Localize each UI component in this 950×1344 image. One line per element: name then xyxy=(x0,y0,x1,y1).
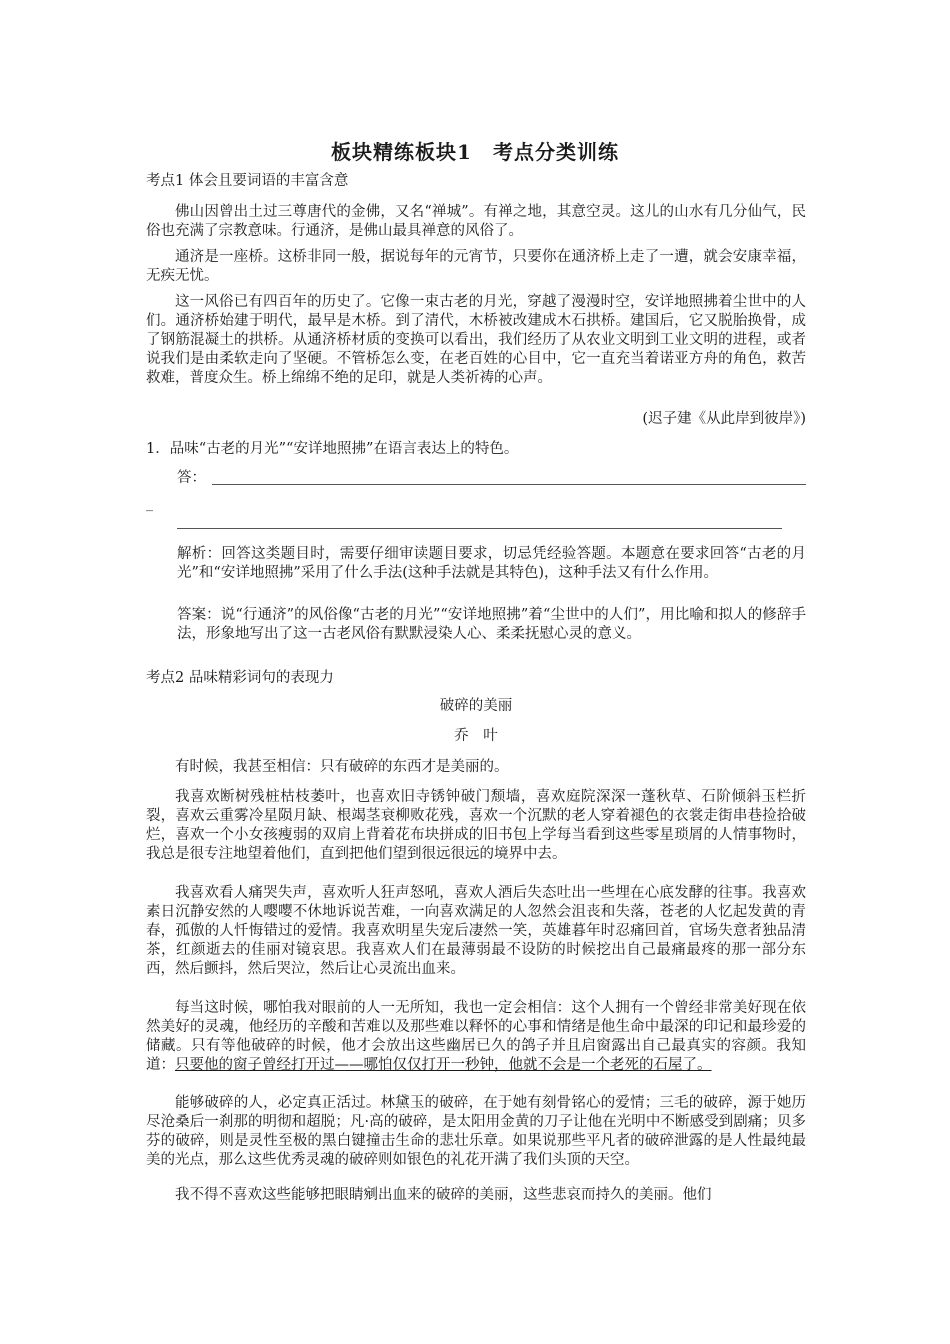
essay-paragraph: 我不得不喜欢这些能够把眼睛剜出血来的破碎的美丽，这些悲哀而持久的美丽。他们 xyxy=(175,1187,712,1203)
section2-heading: 考点2 品味精彩词句的表现力 xyxy=(146,670,334,686)
essay-paragraph: 能够破碎的人，必定真正活过。林黛玉的破碎，在于她有刻骨铭心的爱情；三毛的破碎，源于她历尽沧桑后一刹那的明彻和超脱；凡·高的破碎，是太阳用金黄的刀子让他在光明中不断感受到剧痛；贝多芬的破碎，则是灵性至极的黑白键撞击生命的悲壮乐章。如果说那些平凡者的破碎泄露的是人性最纯最美的光点，那么这些优秀灵魂的破碎则如银色的礼花开满了我们头顶的天空。 xyxy=(146,1095,806,1168)
answer-dash: _ xyxy=(146,496,153,512)
essay-paragraph: 我喜欢断树残桩枯枝萎叶，也喜欢旧寺锈钟破门颓墙，喜欢庭院深深一蓬秋草、石阶倾斜玉栏折裂，喜欢云重雾冷星陨月缺、根竭茎衰柳败花残，喜欢一个沉默的老人穿着褪色的衣裳走街串巷捡拾破烂，喜欢一个小女孩瘦弱的双肩上背着花布块拼成的旧书包上学每当看到这些零星琐屑的人情事物时，我总是很专注地望着他们，直到把他们望到很远很远的境界中去。 xyxy=(146,789,806,862)
answer-line[interactable] xyxy=(177,528,782,529)
paragraph-text: 每当这时候，哪怕我对眼前的人一无所知，我也一定会相信：这个人拥有一个曾经非常美好现在依然美好的灵魂，他经历的辛酸和苦难以及那些难以释怀的心事和情绪是他生命中最深的印记和最珍爱的储藏。只有等他破碎的时候，他才会放出这些幽居已久的鸽子并且启窗露出自己最真实的容颜。我知道： xyxy=(146,1000,806,1073)
section1-heading: 考点1 体会且要词语的丰富含意 xyxy=(146,173,349,189)
analysis-text: 解析：回答这类题目时，需要仔细审读题目要求，切忌凭经验答题。本题意在要求回答“古老的月光”和“安详地照拂”采用了什么手法(这种手法就是其特色)，这种手法又有什么作用。 xyxy=(177,546,806,581)
essay-author: 乔 叶 xyxy=(454,728,498,744)
question-1: 1．品味“古老的月光”“安详地照拂”在语言表达上的特色。 xyxy=(146,441,519,457)
passage1-paragraph: 通济是一座桥。这桥非同一般，据说每年的元宵节，只要你在通济桥上走了一遭，就会安康幸福，无疾无忧。 xyxy=(146,249,806,284)
essay-paragraph: 我喜欢看人痛哭失声，喜欢听人狂声怒吼，喜欢人酒后失态吐出一些埋在心底发酵的往事。我喜欢素日沉静安然的人嘤嘤不休地诉说苦难，一向喜欢满足的人忽然会沮丧和失落，苍老的人忆起发黄的青春，孤傲的人忏悔错过的爱情。我喜欢明星失宠后凄然一笑，英雄暮年时忍痛回首，官场失意者独品清茶，红颜逝去的佳丽对镜哀思。我喜欢人们在最薄弱最不设防的时候挖出自己最痛最疼的那一部分东西，然后颤抖，然后哭泣，然后让心灵流出血来。 xyxy=(146,885,806,977)
passage1-source: (迟子建《从此岸到彼岸》) xyxy=(642,411,806,427)
underlined-sentence: 只要他的窗子曾经打开过——哪怕仅仅打开一秒钟，他就不会是一个老死的石屋了。 xyxy=(175,1057,712,1073)
passage1-paragraph: 这一风俗已有四百年的历史了。它像一束古老的月光，穿越了漫漫时空，安详地照拂着尘世中的人们。通济桥始建于明代，最早是木桥。到了清代，木桥被改建成木石拱桥。建国后，它又脱胎换骨，成了钢筋混凝土的拱桥。从通济桥材质的变换可以看出，我们经历了从农业文明到工业文明的进程，或者说我们是由柔软走向了坚硬。不管桥怎么变，在老百姓的心目中，它一直充当着诺亚方舟的角色，救苦救难，普度众生。桥上绵绵不绝的足印，就是人类祈祷的心声。 xyxy=(146,294,806,386)
answer-label: 答： xyxy=(177,470,206,486)
essay-paragraph: 有时候，我甚至相信：只有破碎的东西才是美丽的。 xyxy=(175,759,509,775)
passage1-paragraph: 佛山因曾出土过三尊唐代的金佛，又名“禅城”。有禅之地，其意空灵。这儿的山水有几分仙气，民俗也充满了宗教意味。行通济，是佛山最具禅意的风俗了。 xyxy=(146,204,806,239)
answer-line[interactable] xyxy=(212,484,806,485)
page-title: 板块精练板块1 考点分类训练 xyxy=(331,140,619,164)
essay-paragraph xyxy=(146,999,806,1075)
essay-title: 破碎的美丽 xyxy=(439,698,513,714)
answer-text: 答案：说“行通济”的风俗像“古老的月光”“安详地照拂”着“尘世中的人们”，用比喻和拟人的修辞手法，形象地写出了这一古老风俗有默默浸染人心、柔柔抚慰心灵的意义。 xyxy=(177,607,806,642)
